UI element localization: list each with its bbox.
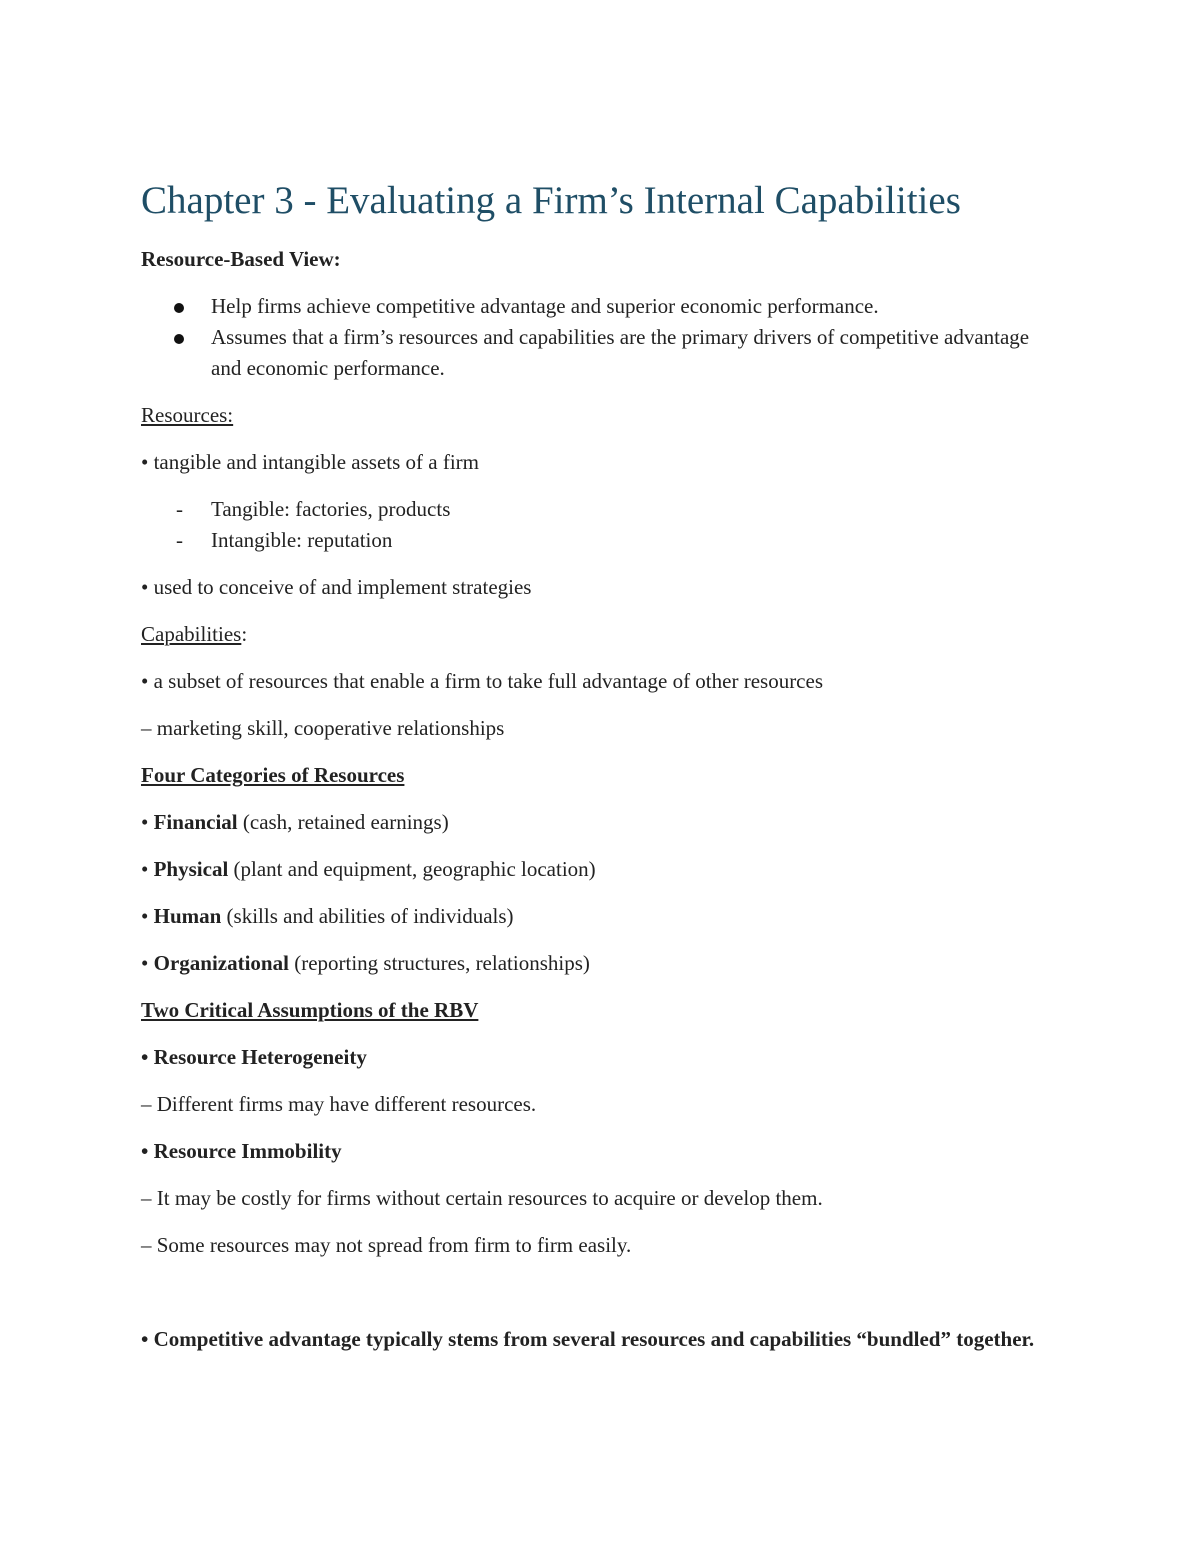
rbv-list [141,291,1061,384]
capabilities-heading [141,619,1061,650]
resources-sublist [141,494,1061,556]
capabilities-examples: – marketing skill, cooperative relationships [141,716,505,740]
list-item: - Tangible: factories, products [141,494,1061,525]
spacer [141,1277,1061,1324]
category-term: Physical [153,857,229,881]
capabilities-definition: • a subset of resources that enable a firm to take full advantage of other resources [141,669,823,693]
category-term: Organizational [153,951,289,975]
list-item: Assumes that a firm’s resources and capabilities are the primary drivers of competitive advantage and economic performance. [141,322,1061,384]
capabilities-heading-text: Capabilities [141,622,242,646]
category-item [141,854,1061,885]
assumptions-heading [141,995,1061,1026]
category-desc: (reporting structures, relationships) [288,951,590,975]
resources-usage: • used to conceive of and implement strategies [141,575,532,599]
rbv-heading: Resource-Based View: [141,247,341,271]
immobility-desc: – Some resources may not spread from firm to firm easily. [141,1233,632,1257]
resources-definition: • tangible and intangible assets of a firm [141,450,480,474]
heterogeneity-heading: • Resource Heterogeneity [141,1045,367,1069]
page-title: Chapter 3 - Evaluating a Firm’s Internal Capabilities [141,179,961,222]
assumptions-heading-text: Two Critical Assumptions of the RBV [141,998,479,1022]
conclusion: • Competitive advantage typically stems from several resources and capabilities “bundled” together. [141,1327,1035,1351]
document-content [141,178,1061,1371]
category-desc: (skills and abilities of individuals) [221,904,514,928]
bullet: • [141,951,154,975]
categories-heading-text: Four Categories of Resources [141,763,405,787]
category-item [141,807,1061,838]
category-desc: (plant and equipment, geographic location) [228,857,596,881]
resources-heading-text: Resources: [141,403,234,427]
bullet: • [141,904,154,928]
immobility-heading: • Resource Immobility [141,1139,342,1163]
category-item [141,948,1061,979]
categories-heading [141,760,1061,791]
list-item: - Intangible: reputation [141,525,1061,556]
category-desc: (cash, retained earnings) [237,810,449,834]
category-item [141,901,1061,932]
bullet: • [141,857,154,881]
list-item: Help firms achieve competitive advantage and superior economic performance. [141,291,1061,322]
resources-heading [141,400,1061,431]
immobility-desc: – It may be costly for firms without certain resources to acquire or develop them. [141,1186,823,1210]
bullet: • [141,810,154,834]
capabilities-colon: : [241,622,248,646]
category-term: Human [153,904,222,928]
heterogeneity-desc: – Different firms may have different resources. [141,1092,537,1116]
category-term: Financial [153,810,238,834]
